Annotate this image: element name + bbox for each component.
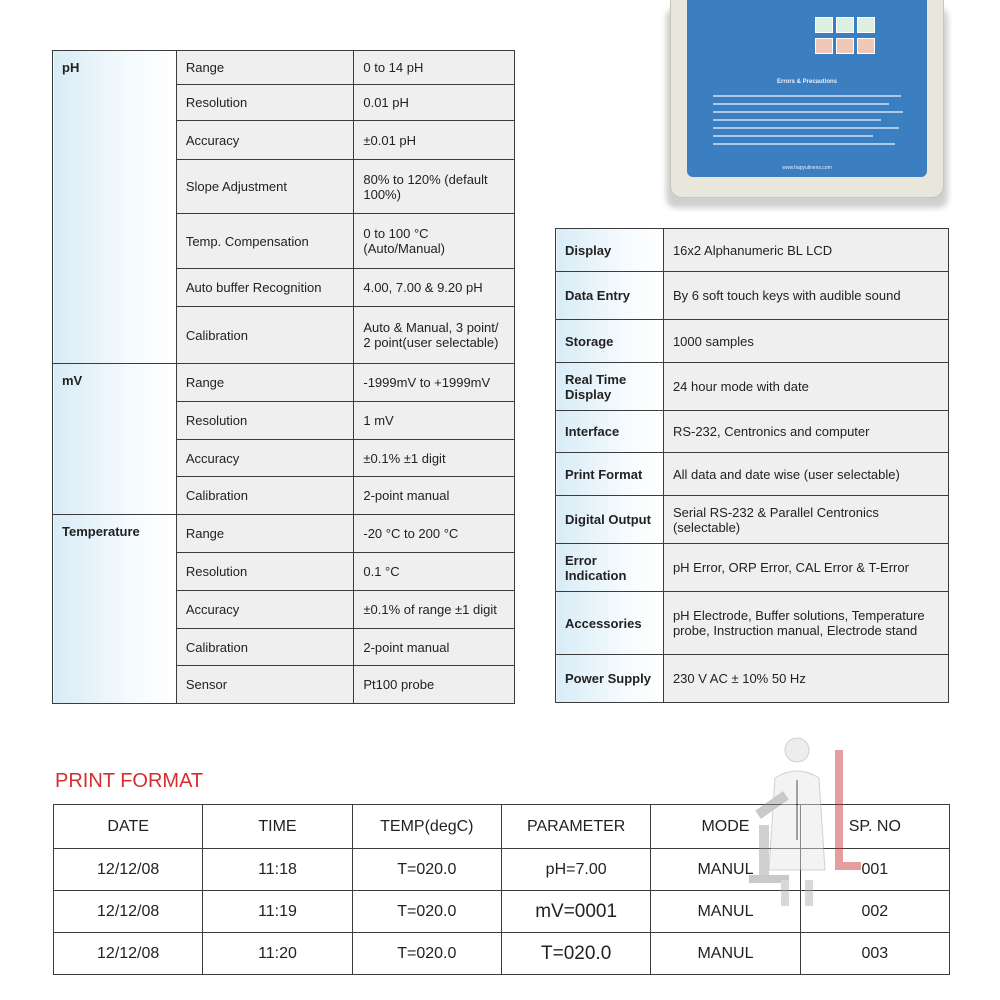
param-value: 80% to 120% (default 100%) bbox=[354, 160, 515, 214]
check-icon bbox=[815, 17, 833, 33]
column-header: SP. NO bbox=[800, 805, 949, 849]
param-label: Range bbox=[176, 51, 354, 85]
param-value: 0.1 °C bbox=[354, 553, 515, 591]
param-value: ±0.1% ±1 digit bbox=[354, 440, 515, 477]
device-label-panel bbox=[687, 0, 927, 177]
check-icon bbox=[857, 17, 875, 33]
param-value: ±0.1% of range ±1 digit bbox=[354, 591, 515, 629]
table-row bbox=[556, 496, 949, 544]
table-row bbox=[556, 655, 949, 703]
param-label: Accuracy bbox=[176, 121, 354, 160]
cross-icon bbox=[815, 38, 833, 54]
cross-icon bbox=[836, 38, 854, 54]
table-row bbox=[53, 51, 515, 85]
spec-table-measurements bbox=[52, 50, 515, 704]
table-cell: 12/12/08 bbox=[54, 933, 203, 975]
table-cell: mV=0001 bbox=[501, 891, 650, 933]
param-label: Slope Adjustment bbox=[176, 160, 354, 214]
param-value: -1999mV to +1999mV bbox=[354, 364, 515, 402]
table-row bbox=[556, 544, 949, 592]
feature-value: Serial RS-232 & Parallel Centronics (selectable) bbox=[663, 496, 948, 544]
param-value: Auto & Manual, 3 point/ 2 point(user selectable) bbox=[354, 307, 515, 364]
param-label: Calibration bbox=[176, 477, 354, 515]
param-label: Calibration bbox=[176, 307, 354, 364]
category-ph: pH bbox=[53, 51, 177, 364]
feature-label: Accessories bbox=[556, 592, 664, 655]
table-cell: MANUL bbox=[651, 891, 800, 933]
param-label: Auto buffer Recognition bbox=[176, 269, 354, 307]
column-header: DATE bbox=[54, 805, 203, 849]
cross-icon bbox=[857, 38, 875, 54]
table-cell: 003 bbox=[800, 933, 949, 975]
feature-value: 230 V AC ± 10% 50 Hz bbox=[663, 655, 948, 703]
table-row bbox=[54, 891, 950, 933]
param-value: -20 °C to 200 °C bbox=[354, 515, 515, 553]
feature-value: pH Electrode, Buffer solutions, Temperature probe, Instruction manual, Electrode stand bbox=[663, 592, 948, 655]
table-row bbox=[556, 320, 949, 363]
table-cell: 11:19 bbox=[203, 891, 352, 933]
table-cell: 11:18 bbox=[203, 849, 352, 891]
param-label: Resolution bbox=[176, 402, 354, 440]
column-header: PARAMETER bbox=[501, 805, 650, 849]
column-header: MODE bbox=[651, 805, 800, 849]
param-label: Range bbox=[176, 515, 354, 553]
param-label: Sensor bbox=[176, 666, 354, 704]
table-cell: T=020.0 bbox=[352, 849, 501, 891]
param-label: Range bbox=[176, 364, 354, 402]
param-value: 4.00, 7.00 & 9.20 pH bbox=[354, 269, 515, 307]
table-cell: 001 bbox=[800, 849, 949, 891]
table-row bbox=[53, 515, 515, 553]
feature-label: Display bbox=[556, 229, 664, 272]
feature-label: Digital Output bbox=[556, 496, 664, 544]
feature-label: Data Entry bbox=[556, 272, 664, 320]
param-value: 0.01 pH bbox=[354, 85, 515, 121]
table-cell: 12/12/08 bbox=[54, 891, 203, 933]
column-header: TEMP(degC) bbox=[352, 805, 501, 849]
feature-value: By 6 soft touch keys with audible sound bbox=[663, 272, 948, 320]
check-icon bbox=[836, 17, 854, 33]
table-row bbox=[556, 411, 949, 453]
device-body bbox=[670, 0, 944, 198]
param-value: 2-point manual bbox=[354, 629, 515, 666]
param-label: Accuracy bbox=[176, 440, 354, 477]
param-value: 0 to 14 pH bbox=[354, 51, 515, 85]
table-cell: 11:20 bbox=[203, 933, 352, 975]
feature-label: Real Time Display bbox=[556, 363, 664, 411]
table-cell: MANUL bbox=[651, 849, 800, 891]
panel-footer: www.hapyulinens.com bbox=[782, 165, 832, 171]
table-cell: pH=7.00 bbox=[501, 849, 650, 891]
param-value: ±0.01 pH bbox=[354, 121, 515, 160]
table-cell: 002 bbox=[800, 891, 949, 933]
feature-label: Storage bbox=[556, 320, 664, 363]
table-header-row bbox=[54, 805, 950, 849]
feature-label: Print Format bbox=[556, 453, 664, 496]
param-label: Temp. Compensation bbox=[176, 214, 354, 269]
table-cell: T=020.0 bbox=[352, 933, 501, 975]
param-label: Resolution bbox=[176, 85, 354, 121]
device-photo bbox=[660, 0, 952, 212]
param-label: Accuracy bbox=[176, 591, 354, 629]
table-cell: T=020.0 bbox=[352, 891, 501, 933]
param-value: Pt100 probe bbox=[354, 666, 515, 704]
table-row bbox=[54, 933, 950, 975]
table-row bbox=[556, 229, 949, 272]
param-label: Calibration bbox=[176, 629, 354, 666]
panel-title: Errors & Precautions bbox=[776, 79, 838, 85]
column-header: TIME bbox=[203, 805, 352, 849]
param-value: 1 mV bbox=[354, 402, 515, 440]
feature-value: RS-232, Centronics and computer bbox=[663, 411, 948, 453]
param-value: 2-point manual bbox=[354, 477, 515, 515]
feature-value: 24 hour mode with date bbox=[663, 363, 948, 411]
category-temperature: Temperature bbox=[53, 515, 177, 704]
print-format-table bbox=[53, 804, 950, 975]
category-mv: mV bbox=[53, 364, 177, 515]
table-cell: T=020.0 bbox=[501, 933, 650, 975]
feature-label: Interface bbox=[556, 411, 664, 453]
feature-value: All data and date wise (user selectable) bbox=[663, 453, 948, 496]
feature-value: pH Error, ORP Error, CAL Error & T-Error bbox=[663, 544, 948, 592]
table-cell: MANUL bbox=[651, 933, 800, 975]
param-value: 0 to 100 °C (Auto/Manual) bbox=[354, 214, 515, 269]
error-icons-grid bbox=[815, 17, 873, 54]
feature-label: Power Supply bbox=[556, 655, 664, 703]
feature-label: Error Indication bbox=[556, 544, 664, 592]
table-row bbox=[54, 849, 950, 891]
table-row bbox=[53, 364, 515, 402]
table-row bbox=[556, 453, 949, 496]
param-label: Resolution bbox=[176, 553, 354, 591]
table-cell: 12/12/08 bbox=[54, 849, 203, 891]
table-row bbox=[556, 272, 949, 320]
print-format-title: PRINT FORMAT bbox=[55, 770, 204, 792]
table-row bbox=[556, 592, 949, 655]
feature-value: 1000 samples bbox=[663, 320, 948, 363]
table-row bbox=[556, 363, 949, 411]
spec-table-features bbox=[555, 228, 949, 703]
feature-value: 16x2 Alphanumeric BL LCD bbox=[663, 229, 948, 272]
